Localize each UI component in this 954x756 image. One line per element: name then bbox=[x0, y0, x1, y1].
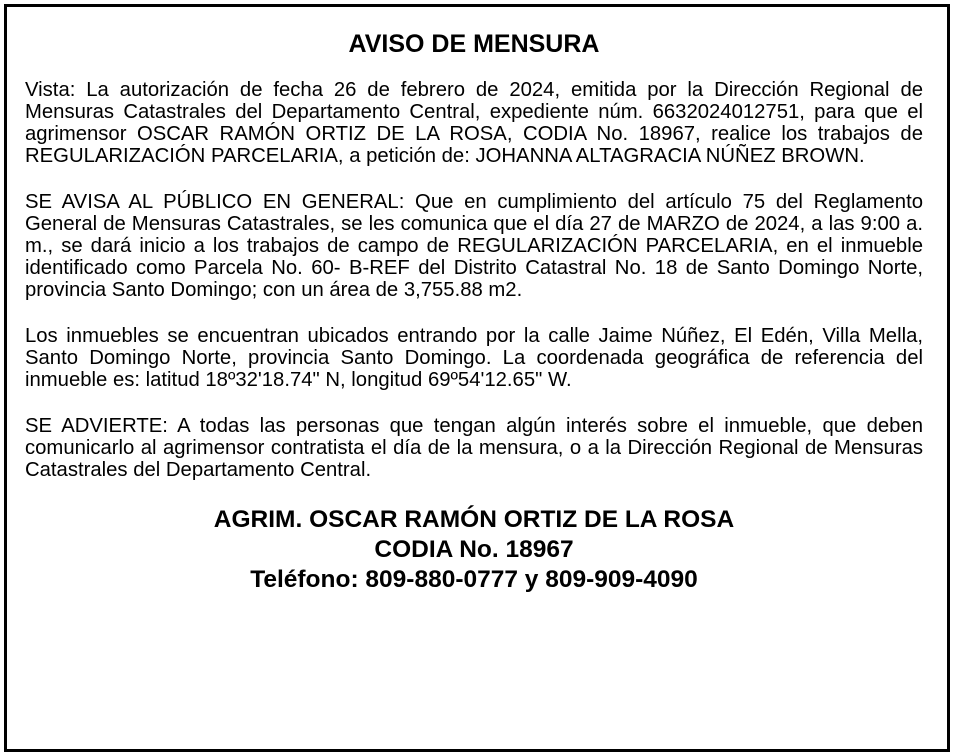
signature-codia: CODIA No. 18967 bbox=[374, 536, 574, 563]
notice-box bbox=[4, 4, 950, 752]
paragraph-vista: Vista: La autorización de fecha 26 de febrero de 2024, emitida por la Dirección Regional de Mensuras Catastrales del Departamento Central, expediente núm. 6632024012751, para que el agrimensor OSCAR RAMÓN ORTIZ DE LA ROSA, CODIA No. 18967, realice los trabajos de REGULARIZACIÓN PARCELARIA, a petición de: JOHANNA ALTAGRACIA NÚÑEZ BROWN. bbox=[25, 79, 923, 167]
signature-name: AGRIM. OSCAR RAMÓN ORTIZ DE LA ROSA bbox=[213, 506, 735, 533]
paragraph-advertencia: SE ADVIERTE: A todas las personas que tengan algún interés sobre el inmueble, que deben comunicarlo al agrimensor contratista el día de la mensura, o a la Dirección Regional de Mensuras Catastrales del Departamento Central. bbox=[25, 415, 923, 481]
paragraph-ubicacion: Los inmuebles se encuentran ubicados entrando por la calle Jaime Núñez, El Edén, Villa Mella, Santo Domingo Norte, provincia Santo Domingo. La coordenada geográfica de referencia del inmueble es: latitud 18º32'18.74" N, longitud 69º54'12.65" W. bbox=[25, 325, 923, 391]
signature-block bbox=[25, 505, 923, 595]
paragraph-aviso-publico: SE AVISA AL PÚBLICO EN GENERAL: Que en cumplimiento del artículo 75 del Reglamento General de Mensuras Catastrales, se les comunica que el día 27 de MARZO de 2024, a las 9:00 a. m., se dará inicio a los trabajos de campo de REGULARIZACIÓN PARCELARIA, en el inmueble identificado como Parcela No. 60- B-REF del Distrito Catastral No. 18 de Santo Domingo Norte, provincia Santo Domingo; con un área de 3,755.88 m2. bbox=[25, 191, 923, 301]
signature-phone: Teléfono: 809-880-0777 y 809-909-4090 bbox=[250, 566, 698, 593]
notice-title: AVISO DE MENSURA bbox=[348, 30, 600, 58]
